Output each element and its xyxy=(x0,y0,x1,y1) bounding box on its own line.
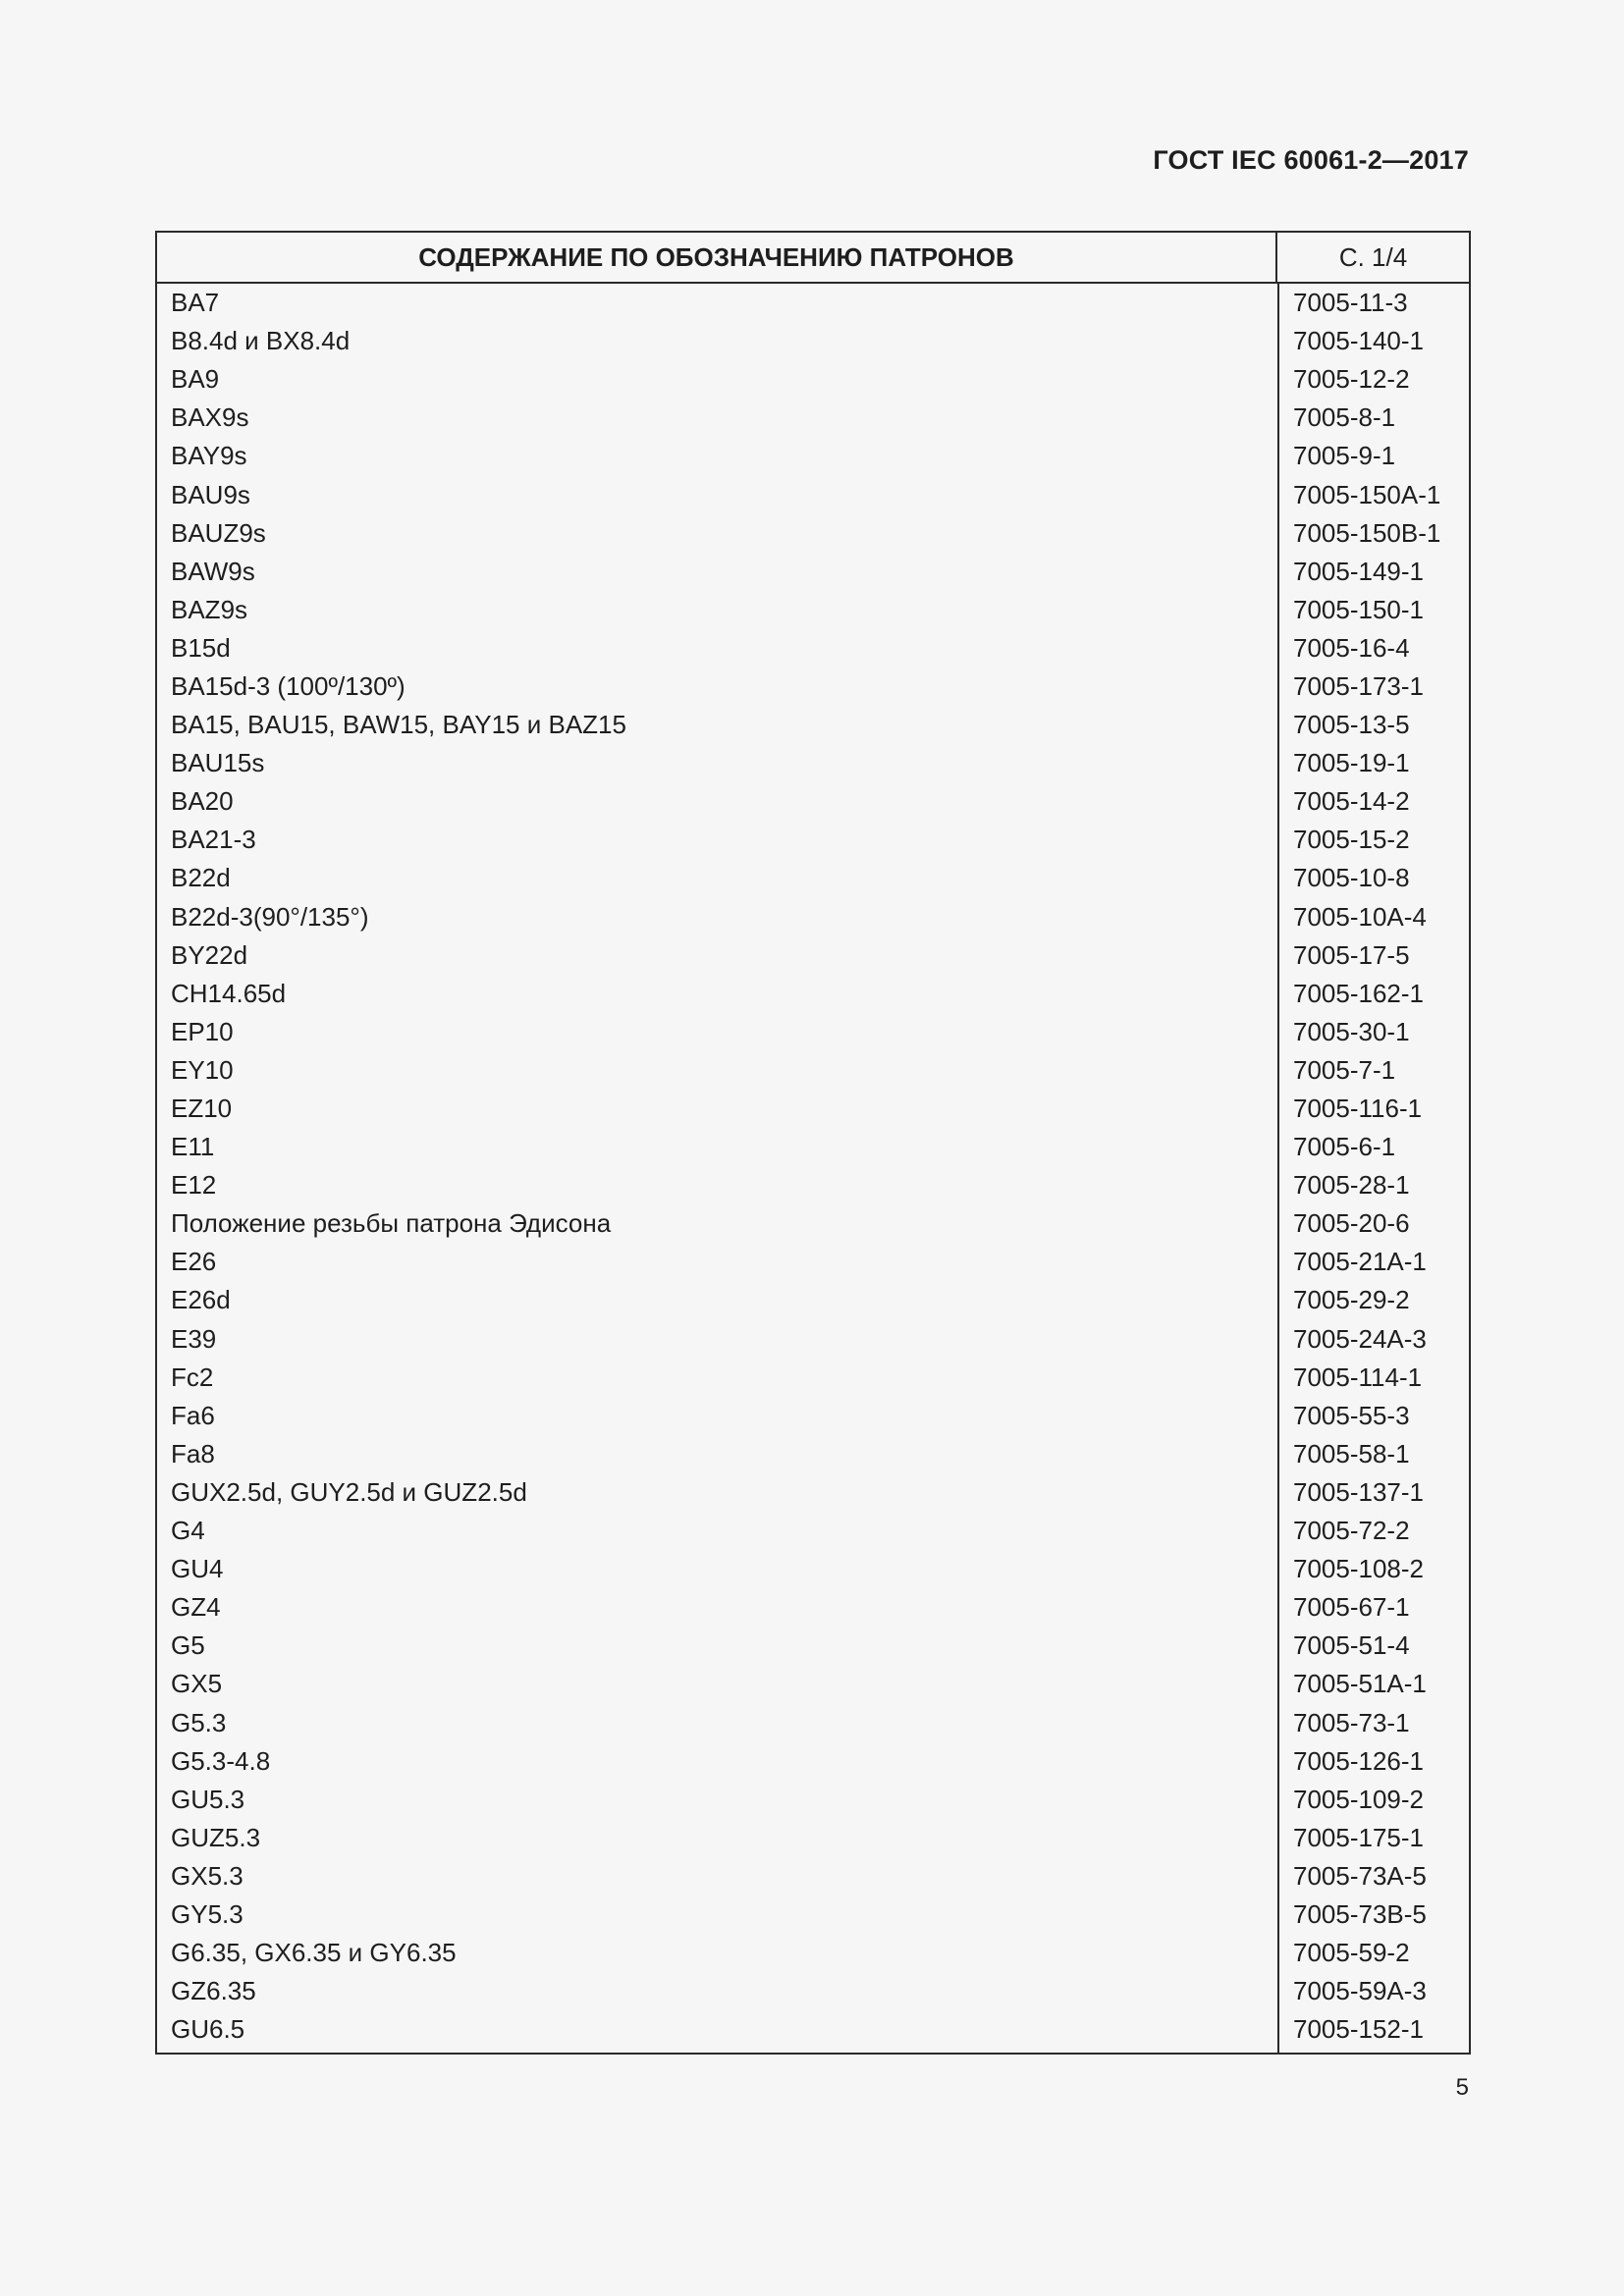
lampholder-designation: G5 xyxy=(171,1630,205,1661)
table-header xyxy=(157,233,1469,284)
sheet-number: 7005-16-4 xyxy=(1293,632,1410,663)
lampholder-designation: BA15, BAU15, BAW15, BAY15 и BAZ15 xyxy=(171,710,626,740)
sheet-number: 7005-55-3 xyxy=(1293,1400,1410,1430)
lampholder-designation: E12 xyxy=(171,1170,217,1201)
lampholder-designation: CH14.65d xyxy=(171,978,287,1008)
sheet-number: 7005-19-1 xyxy=(1293,748,1410,778)
table-row xyxy=(157,1934,1469,1972)
sheet-number: 7005-73-1 xyxy=(1293,1707,1410,1737)
table-row xyxy=(157,1857,1469,1896)
lampholder-designation: BAX9s xyxy=(171,402,249,433)
lampholder-designation: GZ6.35 xyxy=(171,1976,256,2006)
lampholder-designation: BAY9s xyxy=(171,441,247,471)
sheet-number: 7005-9-1 xyxy=(1293,441,1396,471)
table-row xyxy=(157,821,1469,859)
table-row xyxy=(157,1896,1469,1934)
sheet-number: 7005-59-2 xyxy=(1293,1938,1410,1968)
lampholder-designation: EZ10 xyxy=(171,1094,233,1124)
sheet-number: 7005-150A-1 xyxy=(1293,479,1441,509)
lampholder-designation: E39 xyxy=(171,1323,217,1354)
lampholder-designation: Fc2 xyxy=(171,1362,214,1392)
lampholder-designation: BAZ9s xyxy=(171,594,248,624)
table-page-label: С. 1/4 xyxy=(1338,241,1408,272)
contents-table xyxy=(155,231,1471,2055)
table-row xyxy=(157,1320,1469,1359)
table-row xyxy=(157,1665,1469,1703)
sheet-number: 7005-149-1 xyxy=(1293,556,1424,586)
sheet-number: 7005-137-1 xyxy=(1293,1476,1424,1507)
sheet-number: 7005-126-1 xyxy=(1293,1745,1424,1776)
sheet-number: 7005-29-2 xyxy=(1293,1285,1410,1315)
sheet-number: 7005-51-4 xyxy=(1293,1630,1410,1661)
sheet-number: 7005-6-1 xyxy=(1293,1132,1396,1162)
table-row xyxy=(157,284,1469,322)
table-row xyxy=(157,1781,1469,1819)
lampholder-designation: B15d xyxy=(171,632,231,663)
lampholder-designation: GU6.5 xyxy=(171,2014,245,2045)
lampholder-designation: GX5 xyxy=(171,1669,223,1699)
table-row xyxy=(157,1051,1469,1090)
table-row xyxy=(157,1550,1469,1588)
sheet-number: 7005-140-1 xyxy=(1293,326,1424,356)
lampholder-designation: BA9 xyxy=(171,364,220,395)
lampholder-designation: G5.3 xyxy=(171,1707,227,1737)
sheet-number: 7005-59A-3 xyxy=(1293,1976,1427,2006)
table-row xyxy=(157,1166,1469,1204)
lampholder-designation: GY5.3 xyxy=(171,1898,244,1929)
table-row xyxy=(157,322,1469,360)
lampholder-designation: BY22d xyxy=(171,939,248,970)
sheet-number: 7005-73A-5 xyxy=(1293,1860,1427,1891)
table-row xyxy=(157,629,1469,667)
table-row xyxy=(157,1972,1469,2010)
lampholder-designation: G5.3-4.8 xyxy=(171,1745,271,1776)
lampholder-designation: BA15d-3 (100º/130º) xyxy=(171,670,406,701)
table-row xyxy=(157,437,1469,475)
sheet-number: 7005-20-6 xyxy=(1293,1208,1410,1239)
sheet-number: 7005-173-1 xyxy=(1293,670,1424,701)
lampholder-designation: G6.35, GX6.35 и GY6.35 xyxy=(171,1938,457,1968)
table-row xyxy=(157,475,1469,513)
sheet-number: 7005-51A-1 xyxy=(1293,1669,1427,1699)
table-row xyxy=(157,1013,1469,1051)
table-row xyxy=(157,898,1469,936)
lampholder-designation: B22d-3(90°/135°) xyxy=(171,901,369,932)
lampholder-designation: G4 xyxy=(171,1516,205,1546)
table-row xyxy=(157,514,1469,553)
table-row xyxy=(157,1243,1469,1281)
lampholder-designation: B8.4d и BX8.4d xyxy=(171,326,351,356)
table-row xyxy=(157,1512,1469,1550)
table-row xyxy=(157,1359,1469,1397)
lampholder-designation: BA20 xyxy=(171,786,234,817)
table-row xyxy=(157,1473,1469,1512)
sheet-number: 7005-152-1 xyxy=(1293,2014,1424,2045)
sheet-number: 7005-73B-5 xyxy=(1293,1898,1427,1929)
sheet-number: 7005-21A-1 xyxy=(1293,1247,1427,1277)
table-row xyxy=(157,1742,1469,1781)
lampholder-designation: GUX2.5d, GUY2.5d и GUZ2.5d xyxy=(171,1476,527,1507)
lampholder-designation: E26d xyxy=(171,1285,231,1315)
sheet-number: 7005-67-1 xyxy=(1293,1592,1410,1623)
page-number: 5 xyxy=(1455,2074,1469,2101)
lampholder-designation: BAUZ9s xyxy=(171,517,266,548)
sheet-number: 7005-11-3 xyxy=(1293,288,1408,318)
lampholder-designation: B22d xyxy=(171,863,231,893)
sheet-number: 7005-175-1 xyxy=(1293,1822,1424,1852)
sheet-number: 7005-114-1 xyxy=(1293,1362,1423,1392)
lampholder-designation: GX5.3 xyxy=(171,1860,244,1891)
lampholder-designation: Положение резьбы патрона Эдисона xyxy=(171,1208,612,1239)
table-row xyxy=(157,591,1469,629)
lampholder-designation: GU5.3 xyxy=(171,1784,245,1814)
lampholder-designation: BA21-3 xyxy=(171,825,256,855)
lampholder-designation: EP10 xyxy=(171,1016,234,1046)
sheet-number: 7005-10A-4 xyxy=(1293,901,1427,932)
sheet-number: 7005-150B-1 xyxy=(1293,517,1441,548)
table-row xyxy=(157,1703,1469,1741)
sheet-number: 7005-8-1 xyxy=(1293,402,1396,433)
sheet-number: 7005-10-8 xyxy=(1293,863,1410,893)
table-row xyxy=(157,1090,1469,1128)
document-code: ГОСТ IEC 60061-2—2017 xyxy=(1153,145,1469,175)
lampholder-designation: Fa8 xyxy=(171,1438,215,1468)
sheet-number: 7005-30-1 xyxy=(1293,1016,1410,1046)
lampholder-designation: E11 xyxy=(171,1132,215,1162)
table-row xyxy=(157,2010,1469,2049)
sheet-number: 7005-12-2 xyxy=(1293,364,1410,395)
lampholder-designation: EY10 xyxy=(171,1054,234,1085)
lampholder-designation: GZ4 xyxy=(171,1592,221,1623)
sheet-number: 7005-13-5 xyxy=(1293,710,1410,740)
table-row xyxy=(157,1397,1469,1435)
sheet-number: 7005-28-1 xyxy=(1293,1170,1410,1201)
lampholder-designation: Fa6 xyxy=(171,1400,215,1430)
lampholder-designation: BAU15s xyxy=(171,748,265,778)
lampholder-designation: BAU9s xyxy=(171,479,250,509)
sheet-number: 7005-72-2 xyxy=(1293,1516,1410,1546)
sheet-number: 7005-15-2 xyxy=(1293,825,1410,855)
table-row xyxy=(157,936,1469,975)
sheet-number: 7005-14-2 xyxy=(1293,786,1410,817)
sheet-number: 7005-7-1 xyxy=(1293,1054,1396,1085)
lampholder-designation: BAW9s xyxy=(171,556,255,586)
table-row xyxy=(157,1281,1469,1319)
sheet-number: 7005-116-1 xyxy=(1293,1094,1423,1124)
sheet-number: 7005-24A-3 xyxy=(1293,1323,1427,1354)
lampholder-designation: E26 xyxy=(171,1247,217,1277)
table-row xyxy=(157,1128,1469,1166)
sheet-number: 7005-108-2 xyxy=(1293,1554,1424,1584)
table-row xyxy=(157,553,1469,591)
table-row xyxy=(157,1819,1469,1857)
table-row xyxy=(157,706,1469,744)
table-row xyxy=(157,667,1469,706)
lampholder-designation: GUZ5.3 xyxy=(171,1822,261,1852)
table-row xyxy=(157,1204,1469,1243)
sheet-number: 7005-58-1 xyxy=(1293,1438,1410,1468)
sheet-number: 7005-109-2 xyxy=(1293,1784,1424,1814)
sheet-number: 7005-150-1 xyxy=(1293,594,1424,624)
table-row xyxy=(157,360,1469,399)
lampholder-designation: GU4 xyxy=(171,1554,224,1584)
table-row xyxy=(157,744,1469,782)
table-row xyxy=(157,975,1469,1013)
sheet-number: 7005-162-1 xyxy=(1293,978,1424,1008)
table-row xyxy=(157,859,1469,897)
table-row xyxy=(157,399,1469,437)
sheet-number: 7005-17-5 xyxy=(1293,939,1410,970)
table-row xyxy=(157,1627,1469,1665)
table-row xyxy=(157,1435,1469,1473)
lampholder-designation: BA7 xyxy=(171,288,220,318)
table-row xyxy=(157,782,1469,821)
table-title: СОДЕРЖАНИЕ ПО ОБОЗНАЧЕНИЮ ПАТРОНОВ xyxy=(157,233,1277,282)
table-row xyxy=(157,1588,1469,1627)
table-body xyxy=(157,284,1469,2053)
